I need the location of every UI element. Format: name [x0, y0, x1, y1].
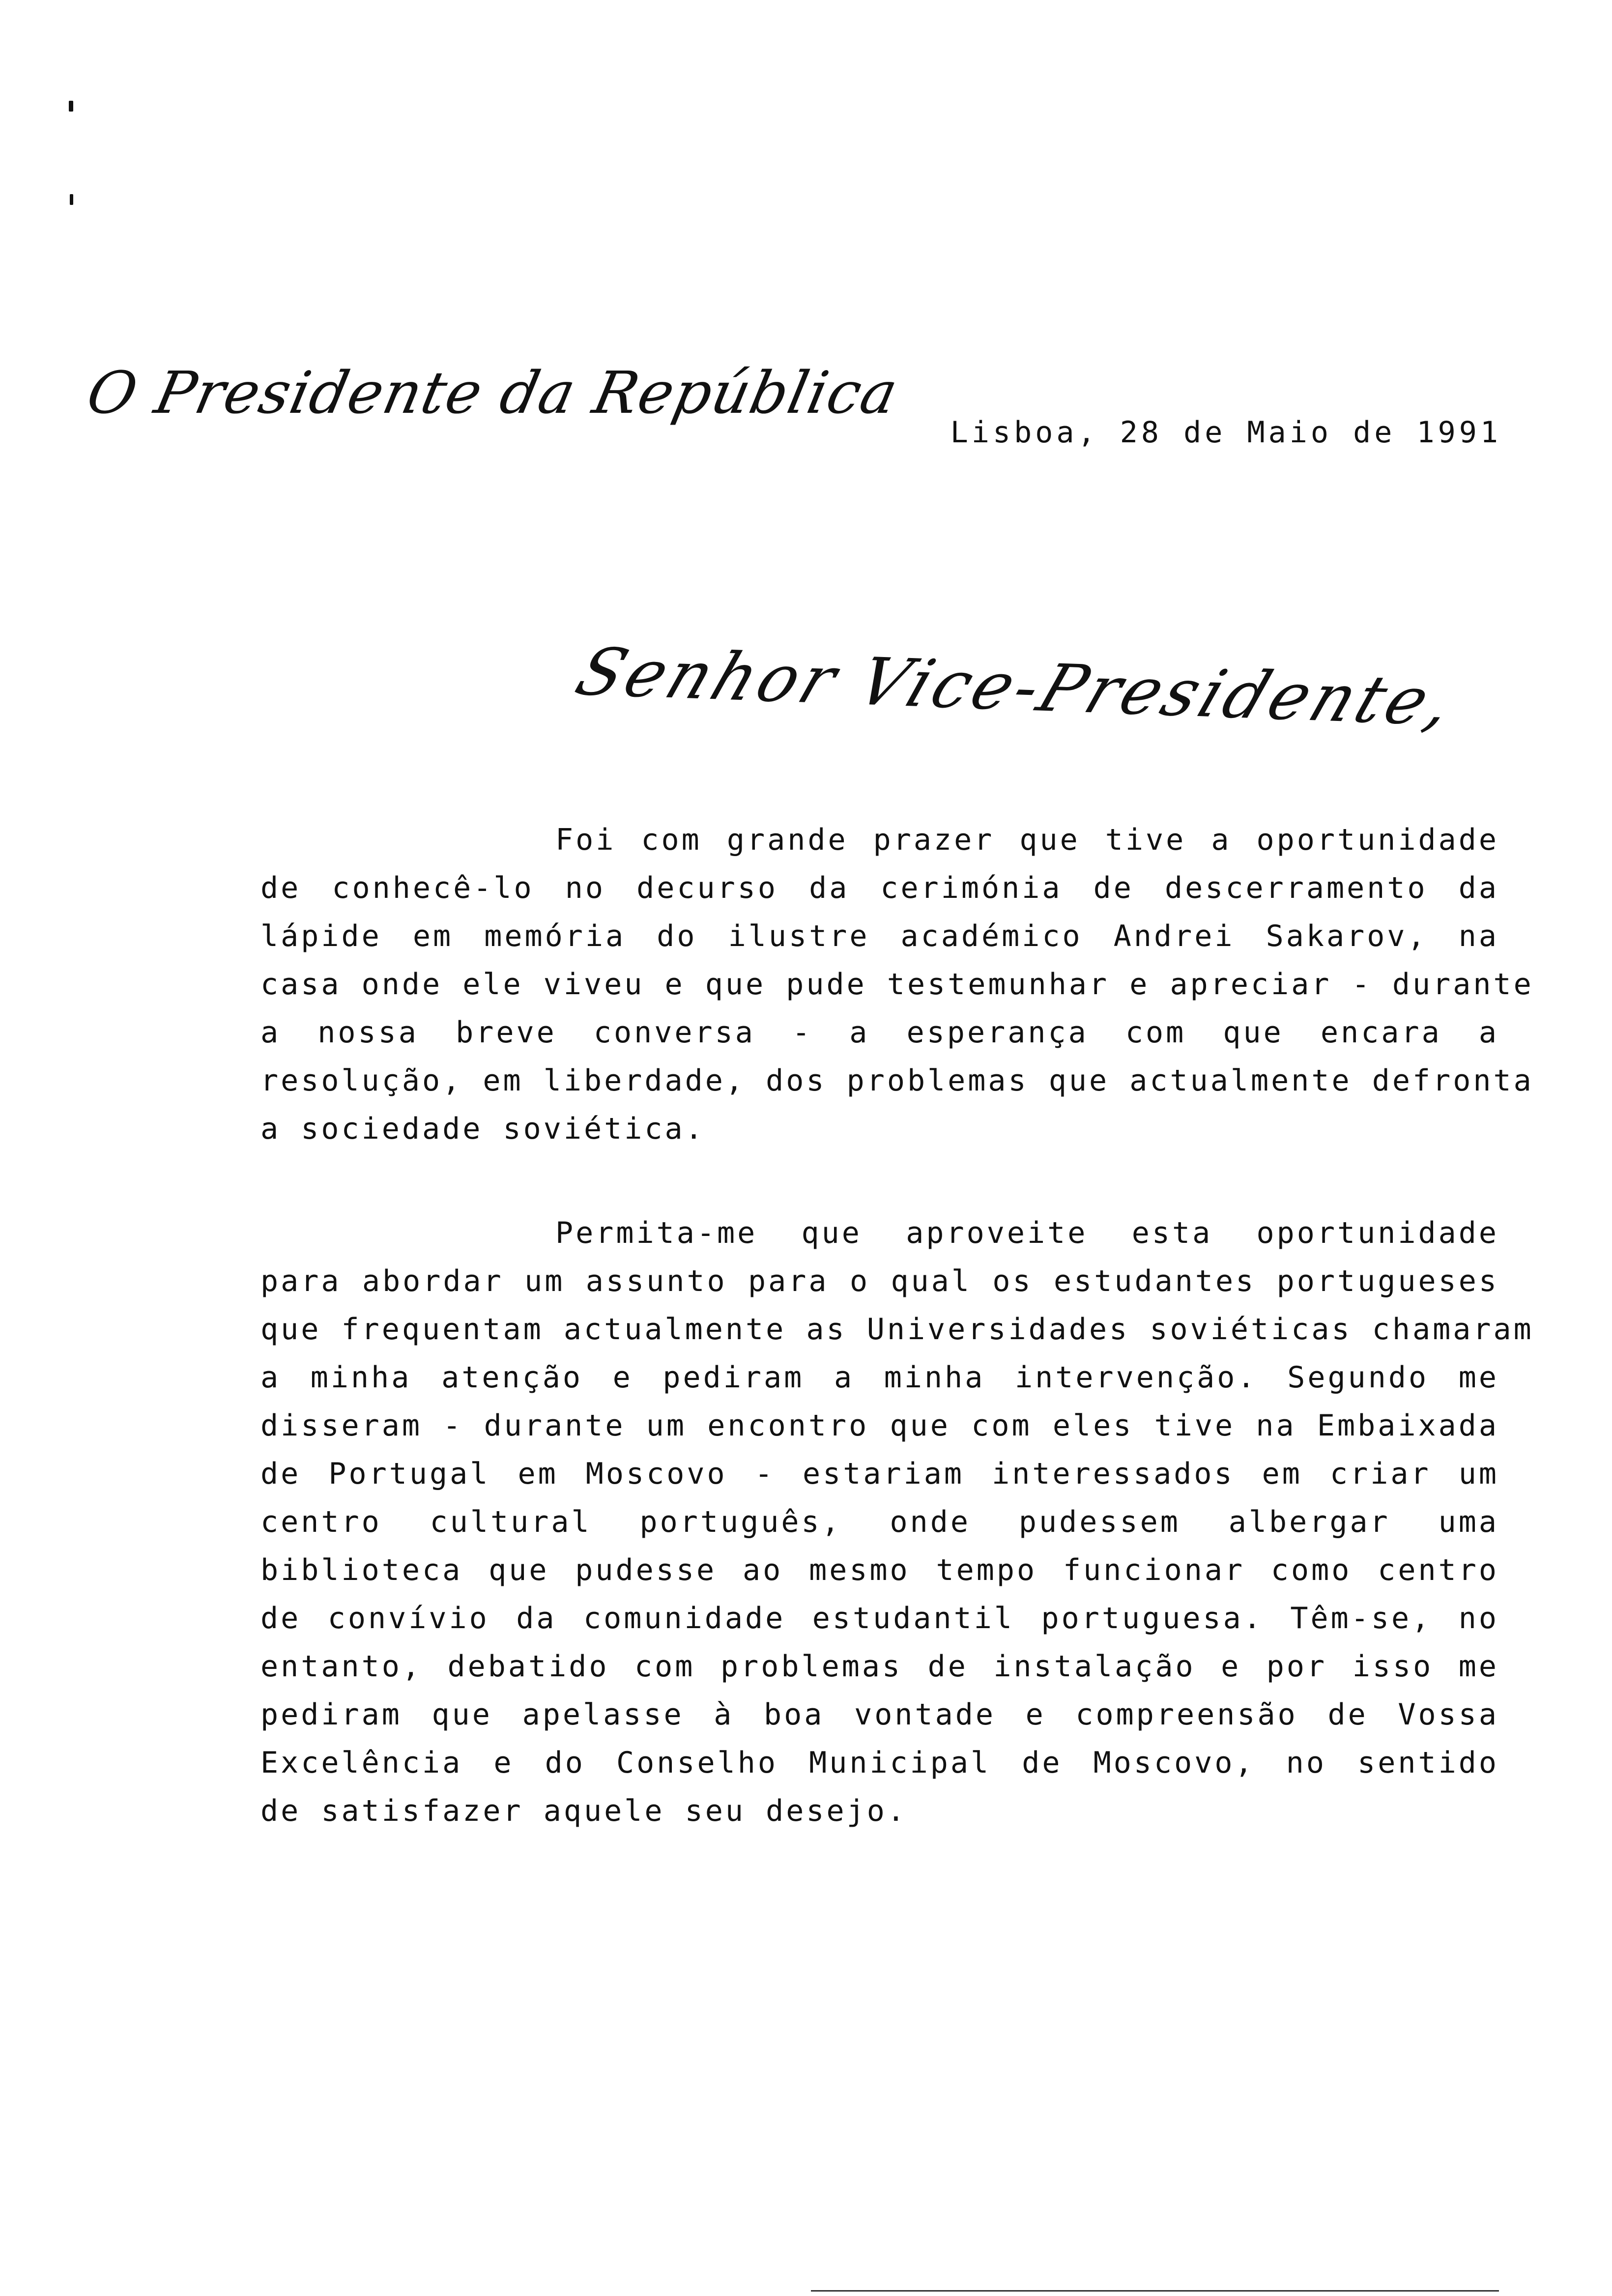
text-line: de conhecê-lo no decurso da cerimónia de descerramento da	[260, 871, 1499, 905]
text-line: resolução, em liberdade, dos problemas que actualmente defronta	[260, 1063, 1534, 1098]
scan-speck	[70, 194, 73, 205]
text-line: a minha atenção e pediram a minha intervenção. Segundo me	[260, 1360, 1499, 1395]
scan-speck	[69, 101, 73, 112]
text-line: entanto, debatido com problemas de instalação e por isso me	[260, 1649, 1499, 1684]
text-line: que frequentam actualmente as Universidades soviéticas chamaram	[260, 1312, 1534, 1347]
text-line: para abordar um assunto para o qual os estudantes portugueses	[260, 1264, 1499, 1298]
letterhead-title: O Presidente da República	[81, 359, 905, 427]
page-edge-rule	[811, 2290, 1499, 2292]
text-line: a sociedade soviética.	[260, 1112, 705, 1146]
handwritten-salutation: Senhor Vice-Presidente,	[566, 634, 1468, 741]
text-line: casa onde ele viveu e que pude testemunhar e apreciar - durante	[260, 967, 1534, 1002]
paragraph-2	[260, 1209, 1534, 1835]
text-line: a nossa breve conversa - a esperança com que encara a	[260, 1015, 1499, 1050]
text-line: de satisfazer aquele seu desejo.	[260, 1794, 907, 1828]
letter-date: Lisboa, 28 de Maio de 1991	[950, 415, 1501, 450]
paragraph-1	[260, 816, 1534, 1153]
text-line: lápide em memória do ilustre académico Andrei Sakarov, na	[260, 919, 1499, 953]
text-line: disseram - durante um encontro que com eles tive na Embaixada	[260, 1408, 1499, 1443]
text-line: de Portugal em Moscovo - estariam interessados em criar um	[260, 1457, 1499, 1491]
text-line: de convívio da comunidade estudantil portuguesa. Têm-se, no	[260, 1601, 1499, 1636]
text-line: pediram que apelasse à boa vontade e compreensão de Vossa	[260, 1697, 1499, 1732]
text-line: Excelência e do Conselho Municipal de Moscovo, no sentido	[260, 1746, 1499, 1780]
text-line: Permita-me que aproveite esta oportunidade	[555, 1216, 1499, 1250]
text-line: biblioteca que pudesse ao mesmo tempo funcionar como centro	[260, 1553, 1499, 1587]
text-line: Foi com grande prazer que tive a oportunidade	[555, 823, 1499, 857]
text-line: centro cultural português, onde pudessem albergar uma	[260, 1505, 1499, 1539]
